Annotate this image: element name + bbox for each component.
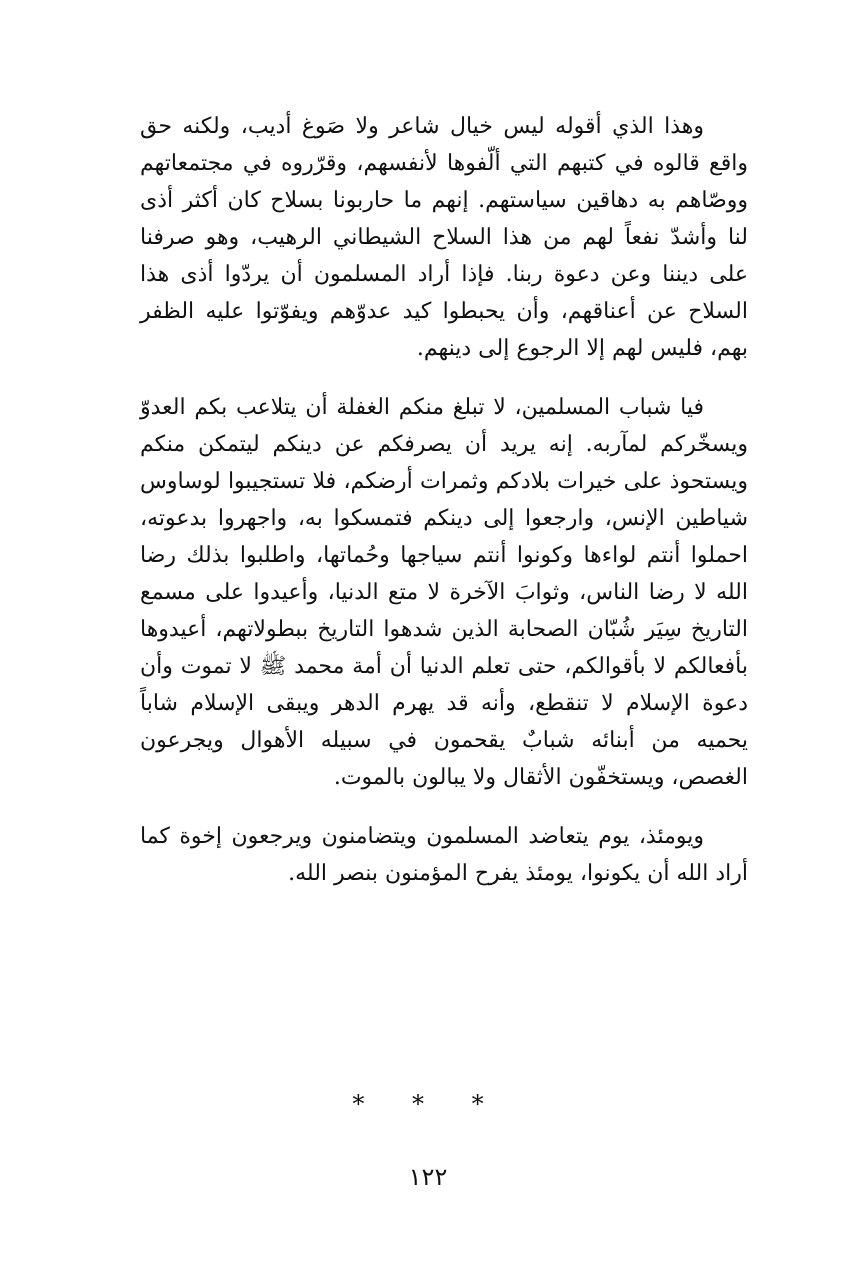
page-number: ١٢٢ [408, 1163, 448, 1191]
section-separator: * * * [352, 1090, 504, 1118]
page-body [140, 108, 748, 892]
paragraph-3: ويومئذ، يوم يتعاضد المسلمون ويتضامنون ويرجعون إخوة كما أراد الله أن يكونوا، يومئذ يفرح المؤمنون بنصر الله. [140, 824, 748, 886]
paragraph-1: وهذا الذي أقوله ليس خيال شاعر ولا صَوغ أديب، ولكنه حق واقع قالوه في كتبهم التي ألّفوها لأنفسهم، وقرّروه في مجتمعاتهم ووصّاهم به دهاقين سياستهم. إنهم ما حاربونا بسلاح كان أكثر أذى لنا وأشدّ نفعاً لهم من هذا السلاح الشيطاني الرهيب، وهو صرفنا على ديننا وعن دعوة ربنا. فإذا أراد المسلمون أن يردّوا أذى هذا السلاح عن أعناقهم، وأن يحبطوا كيد عدوّهم ويفوّتوا عليه الظفر بهم، فليس لهم إلا الرجوع إلى دينهم. [140, 114, 748, 361]
paragraph-2: فيا شباب المسلمين، لا تبلغ منكم الغفلة أن يتلاعب بكم العدوّ ويسخّركم لمآربه. إنه يريد أن يصرفكم عن دينكم ليتمكن منكم ويستحوذ على خيرات بلادكم وثمرات أرضكم، فلا تستجيبوا لوساوس شياطين الإنس، وارجعوا إلى دينكم فتمسكوا به، واجهروا بدعوته، احملوا أنتم لواءها وكونوا أنتم سياجها وحُماتها، واطلبوا بذلك رضا الله لا رضا الناس، وثوابَ الآخرة لا متع الدنيا، وأعيدوا على مسمع التاريخ سِيَر شُبّان الصحابة الذين شدهوا التاريخ ببطولاتهم، أعيدوها بأفعالكم لا بأقوالكم، حتى تعلم الدنيا أن أمة محمد ﷺ لا تموت وأن دعوة الإسلام لا تنقطع، وأنه قد يهرم الدهر ويبقى الإسلام شاباً يحميه من أبنائه شبابٌ يقحمون في سبيله الأهوال ويجرعون الغصص، ويستخفّون الأثقال ولا يبالون بالموت. [140, 395, 748, 790]
